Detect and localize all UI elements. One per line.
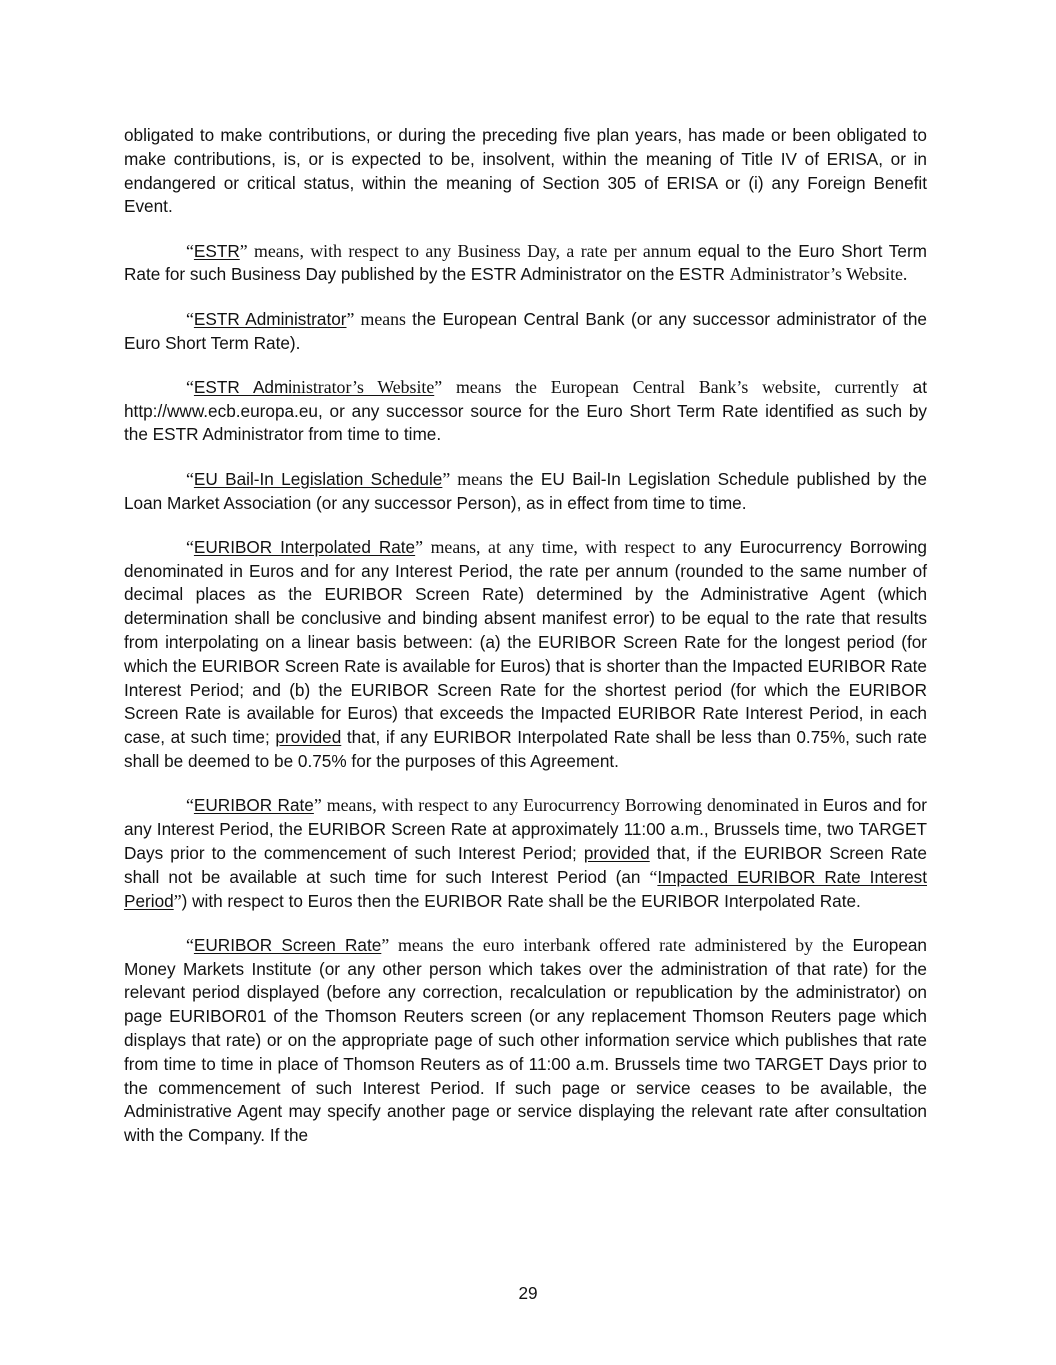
defined-term: Impacted EURIBOR Rate Interest Period (124, 866, 927, 911)
text-segment: the EU Bail-In Legislation Schedule published by the Loan Market Association (or any successor Person), as in effect from time to time. (124, 468, 927, 513)
text-segment: European Money Markets Institute (or any other person which takes over the administration of that rate) for the relevant period displayed (before any correction, recalculation or republication by the administrator) on page EURIBOR01 of the Thomson Reuters screen (or any replacement Thomson Reuters page which displays that rate) or on the appropriate page of such other information service which publishes that rate from time to time in place of Thomson Reuters as of 11:00 a.m. Brussels time two TARGET Days prior to the commencement of such Interest Period. If such page or service ceases to be available, the Administrative Agent may specify another page or service displaying the relevant rate after consultation with the Company. If the (124, 934, 927, 1146)
defined-term: EURIBOR Screen Rate (193, 934, 382, 955)
text-segment: Euros and for any Interest Period, the EURIBOR Screen Rate at approximately 11:00 a.m., Brussels time, two TARGET Days prior to the commencement of such Interest Period; (124, 795, 928, 863)
provided-term: provided (583, 842, 650, 863)
text-segment: obligated to make contributions, or during the preceding five plan years, has made or been obligated to make contributions, is, or is expected to be, insolvent, within the meaning of Title IV of ERISA, or in endangered or critical status, within the meaning of Section 305 of ERISA or (i) any Foreign Benefit Event. (124, 125, 927, 217)
defined-term: EU Bail-In Legislation Schedule (193, 468, 443, 489)
definition-estr-administrator (124, 308, 927, 356)
page-number: 29 (518, 1283, 538, 1303)
definition-euribor-interpolated-rate (124, 536, 927, 774)
definition-estr (124, 240, 927, 288)
open-quote: “ (186, 308, 194, 329)
defined-term: ESTR (193, 240, 240, 261)
text-segment: ” means, with respect to any Business Day, a rate per annum (239, 240, 698, 261)
text-segment: Administrator’s Website. (729, 264, 908, 285)
text-segment: ” means (442, 468, 510, 489)
open-quote: “ (186, 468, 194, 489)
defined-term: ESTR Admi (193, 376, 293, 397)
definition-euribor-screen-rate (124, 934, 927, 1148)
open-quote: “ (186, 795, 194, 816)
text-segment: ” means the euro interbank offered rate administered by the (381, 934, 853, 955)
open-quote: “ (186, 934, 194, 955)
definition-eu-bail-in-legislation-schedule (124, 468, 927, 516)
open-quote: “ (186, 376, 194, 397)
open-quote: “ (186, 536, 194, 557)
close-quote: ” (173, 890, 182, 911)
defined-term: ESTR Administrator (193, 308, 347, 329)
text-segment: ” means the European Central Bank’s website, currently (434, 376, 913, 397)
definition-euribor-rate (124, 794, 927, 913)
open-quote: “ (186, 240, 194, 261)
open-quote: “ (649, 866, 658, 887)
paragraph-erisa-continuation (124, 124, 927, 219)
text-segment: ) with respect to Euros then the EURIBOR Rate shall be the EURIBOR Interpolated Rate. (181, 890, 861, 911)
text-segment: the European Central Bank (or any successor administrator of the Euro Short Term Rate). (124, 308, 927, 353)
text-segment: at http://www.ecb.europa.eu, or any successor source for the Euro Short Term Rate identified as such by the ESTR Administrator from time to time. (124, 376, 928, 445)
text-segment: equal to the Euro Short Term Rate for such Business Day published by the ESTR Administrator on the ESTR (124, 240, 927, 285)
provided-term: provided (275, 727, 342, 748)
text-segment: ” means, at any time, with respect to (415, 536, 704, 557)
document-body (124, 124, 927, 1168)
text-segment: ” means, with respect to any Eurocurrency Borrowing denominated in (313, 795, 823, 816)
text-segment: ” means (346, 308, 413, 329)
definition-estr-administrators-website (124, 376, 927, 447)
defined-term: EURIBOR Rate (193, 795, 314, 816)
text-segment: that, if the EURIBOR Screen Rate shall not be available at such time for such Interest Period (an (124, 842, 927, 887)
defined-term: EURIBOR Interpolated Rate (193, 536, 416, 557)
text-segment: that, if any EURIBOR Interpolated Rate shall be less than 0.75%, such rate shall be deemed to be 0.75% for the purposes of this Agreement. (124, 727, 927, 772)
defined-term-continued: nistrator’s Website (292, 376, 435, 397)
text-segment: any Eurocurrency Borrowing denominated in Euros and for any Interest Period, the rate per annum (rounded to the same number of decimal places as the EURIBOR Screen Rate) determined by the Administrative Agent (which determination shall be conclusive and binding absent manifest error) to be equal to the rate that results from interpolating on a linear basis between: (a) the EURIBOR Screen Rate for the longest period (for which the EURIBOR Screen Rate is available for Euros) that is shorter than the Impacted EURIBOR Rate Interest Period; and (b) the EURIBOR Screen Rate for the shortest period (for which the EURIBOR Screen Rate is available for Euros) that exceeds the Impacted EURIBOR Rate Interest Period, in each case, at such time; (124, 536, 927, 748)
